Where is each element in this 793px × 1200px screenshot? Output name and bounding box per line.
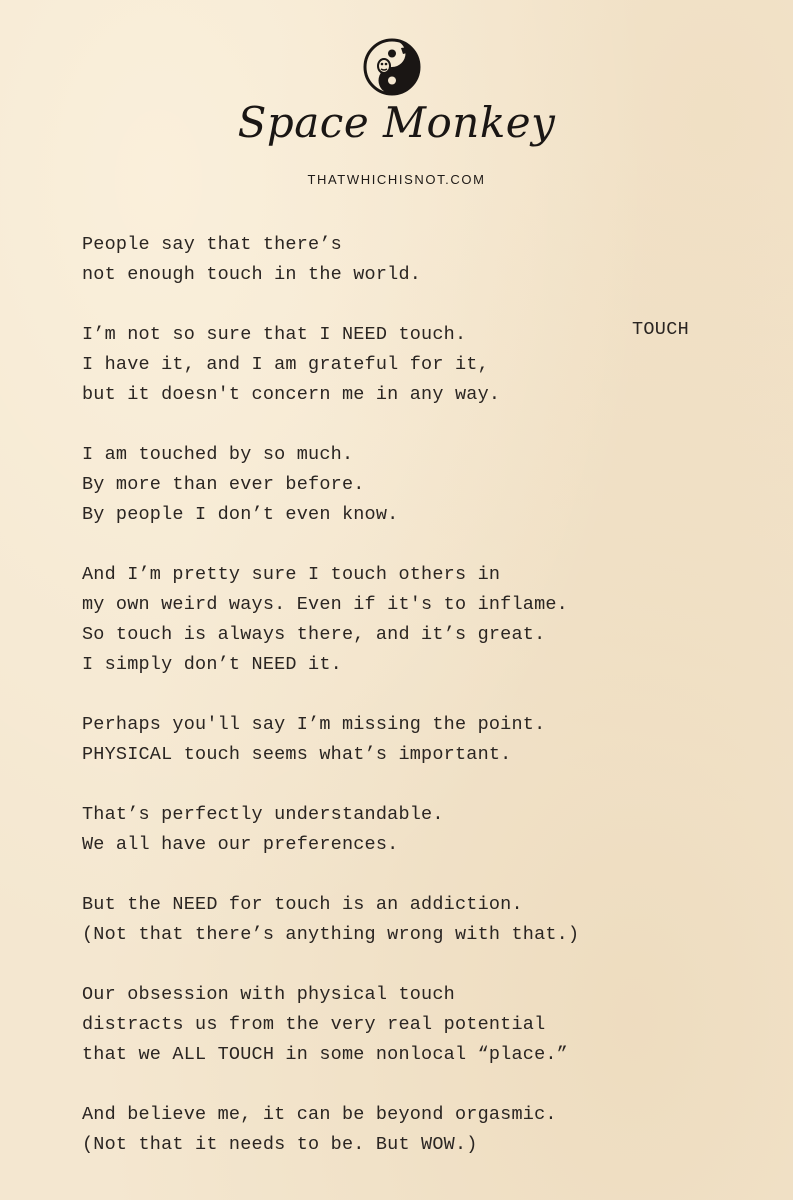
poem-line: By more than ever before. xyxy=(82,474,365,495)
stanza xyxy=(82,980,642,1070)
poem-line: (Not that it needs to be. But WOW.) xyxy=(82,1134,478,1155)
stanza xyxy=(82,560,642,680)
poem-line: (Not that there’s anything wrong with that.) xyxy=(82,924,580,945)
poem-line: So touch is always there, and it’s great. xyxy=(82,624,546,645)
poem-line: And I’m pretty sure I touch others in xyxy=(82,564,501,585)
stanza xyxy=(82,890,642,950)
poem-line: my own weird ways. Even if it's to inflame. xyxy=(82,594,568,615)
stanza xyxy=(82,230,642,290)
brand-name: Space Monkey xyxy=(237,98,556,147)
brand-url: THATWHICHISNOT.COM xyxy=(307,172,486,187)
poem-line: I’m not so sure that I NEED touch. xyxy=(82,324,467,345)
poem-line: We all have our preferences. xyxy=(82,834,399,855)
poem-line: not enough touch in the world. xyxy=(82,264,422,285)
poem-body xyxy=(82,230,642,1190)
stanza xyxy=(82,440,642,530)
poem-line: I am touched by so much. xyxy=(82,444,354,465)
poem-title: TOUCH xyxy=(632,319,690,340)
poem-line: distracts us from the very real potential xyxy=(82,1014,546,1035)
poem-line: That’s perfectly understandable. xyxy=(82,804,444,825)
stanza xyxy=(82,710,642,770)
poem-line: By people I don’t even know. xyxy=(82,504,399,525)
poem-line: I have it, and I am grateful for it, xyxy=(82,354,489,375)
stanza xyxy=(82,1100,642,1160)
poem-line: And believe me, it can be beyond orgasmic. xyxy=(82,1104,557,1125)
stanza xyxy=(82,320,642,410)
stanza xyxy=(82,800,642,860)
poem-line: Perhaps you'll say I’m missing the point. xyxy=(82,714,546,735)
yin-yang-monkey-logo-icon xyxy=(361,36,423,98)
poem-line: that we ALL TOUCH in some nonlocal “place.” xyxy=(82,1044,568,1065)
poem-line: But the NEED for touch is an addiction. xyxy=(82,894,523,915)
poem-line: PHYSICAL touch seems what’s important. xyxy=(82,744,512,765)
poem-line: Our obsession with physical touch xyxy=(82,984,455,1005)
poem-line: but it doesn't concern me in any way. xyxy=(82,384,501,405)
poem-line: I simply don’t NEED it. xyxy=(82,654,342,675)
poem-line: People say that there’s xyxy=(82,234,342,255)
